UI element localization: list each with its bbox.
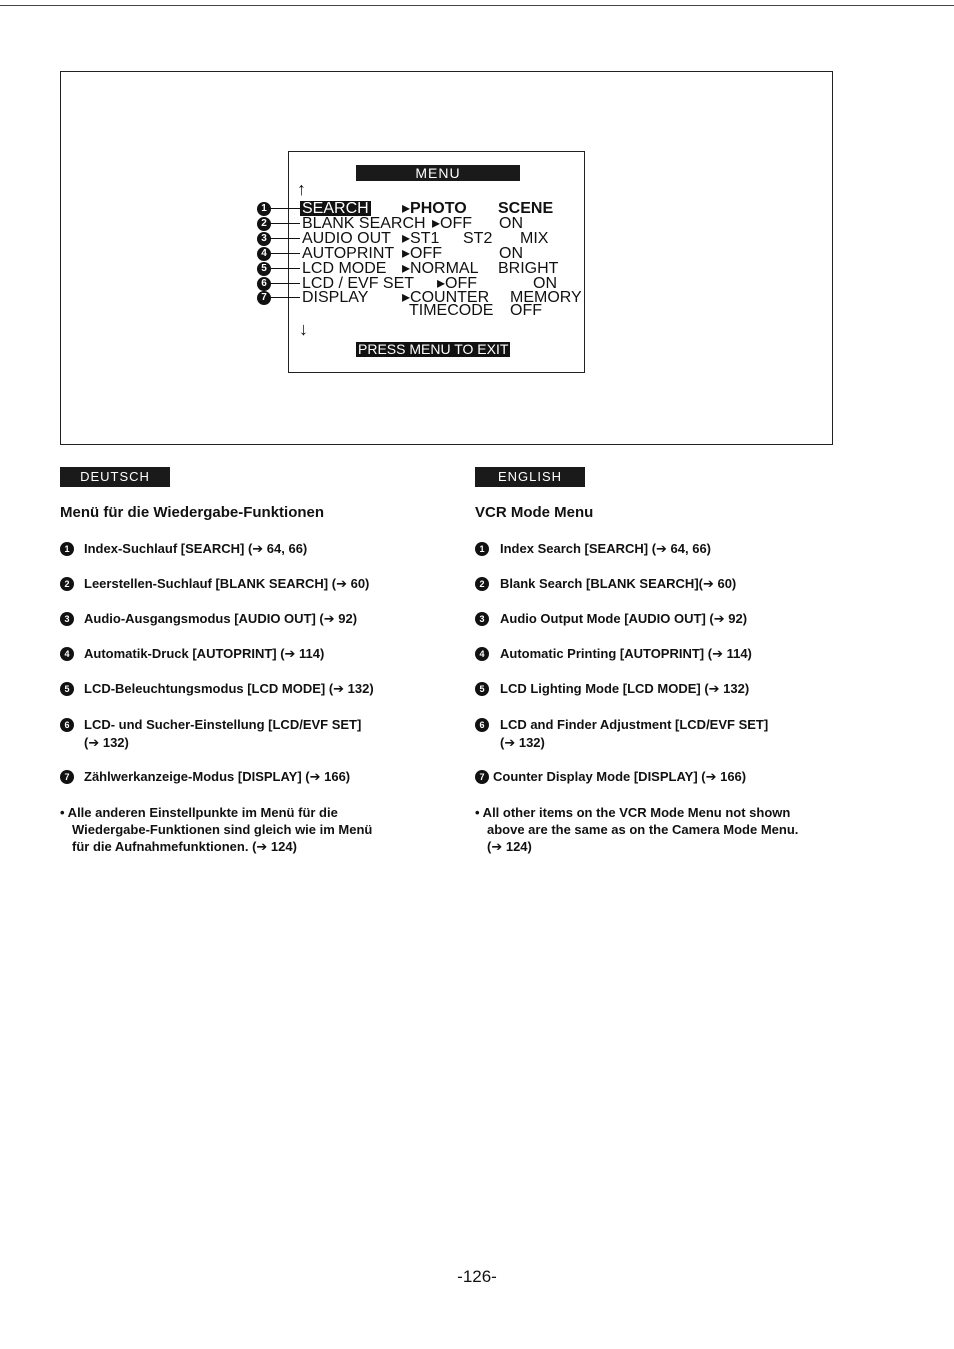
item-number-badge: 2 (475, 577, 489, 591)
callout-badge: 4 (257, 247, 271, 261)
item-text: Counter Display Mode [DISPLAY] (➔ 166) (493, 769, 747, 784)
callout-leader (270, 253, 300, 254)
callout-leader (270, 283, 300, 284)
item-number-badge: 2 (60, 577, 74, 591)
menu-row-label: AUTOPRINT (302, 245, 395, 262)
note-line: (➔ 124) (487, 839, 532, 854)
note-line: • All other items on the VCR Mode Menu not shown (475, 805, 791, 820)
menu-row-value: ▸OFF (437, 275, 478, 292)
item-number-badge: 3 (60, 612, 74, 626)
note-line: above are the same as on the Camera Mode Menu. (487, 822, 799, 837)
note-line: Wiedergabe-Funktionen sind gleich wie im Menü (72, 822, 373, 837)
note-line: • Alle anderen Einstellpunkte im Menü für die (60, 805, 338, 820)
item-number-badge: 7 (475, 770, 489, 784)
exit-hint: PRESS MENU TO EXIT (358, 341, 509, 357)
menu-row-value: ▸OFF (402, 245, 443, 262)
item-text: Index-Suchlauf [SEARCH] (➔ 64, 66) (84, 541, 308, 556)
item-number-badge: 4 (60, 647, 74, 661)
item-text: Index Search [SEARCH] (➔ 64, 66) (500, 541, 712, 556)
menu-row-label: LCD MODE (302, 260, 387, 277)
callout-badge: 1 (257, 202, 271, 216)
up-arrow-icon: ↑ (297, 179, 306, 199)
menu-row-option: ON (499, 215, 523, 232)
item-number-badge: 4 (475, 647, 489, 661)
callout-leader (270, 297, 300, 298)
callout-badge: 7 (257, 291, 271, 305)
item-number-badge: 6 (475, 718, 489, 732)
callout-badge: 2 (257, 217, 271, 231)
menu-row-option: SCENE (498, 200, 554, 217)
menu-row-value: ▸ST1 (402, 230, 440, 247)
callout-leader (270, 223, 300, 224)
item-text: LCD and Finder Adjustment [LCD/EVF SET] (500, 717, 769, 732)
item-number-badge: 5 (60, 682, 74, 696)
top-rule (0, 5, 954, 6)
menu-row-option: OFF (510, 302, 542, 319)
menu-row-option: MEMORY (510, 289, 582, 306)
down-arrow-icon: ↓ (299, 319, 308, 339)
item-text-cont: (➔ 132) (500, 735, 545, 750)
menu-row-label: DISPLAY (302, 289, 369, 306)
note-line: für die Aufnahmefunktionen. (➔ 124) (72, 839, 297, 854)
item-number-badge: 7 (60, 770, 74, 784)
callout-leader (270, 268, 300, 269)
menu-row-value: TIMECODE (409, 302, 494, 319)
menu-row-option: BRIGHT (498, 260, 559, 277)
item-number-badge: 6 (60, 718, 74, 732)
menu-row-value: ▸OFF (432, 215, 473, 232)
menu-row-label: SEARCH (302, 200, 369, 217)
menu-row-option: ON (499, 245, 523, 262)
note-deutsch (60, 804, 372, 855)
callout-badge: 3 (257, 232, 271, 246)
item-text: LCD- und Sucher-Einstellung [LCD/EVF SET] (84, 717, 362, 732)
item-number-badge: 5 (475, 682, 489, 696)
menu-row-label: BLANK SEARCH (302, 215, 426, 232)
callout-badge: 5 (257, 262, 271, 276)
item-text: Automatic Printing [AUTOPRINT] (➔ 114) (500, 646, 752, 661)
menu-row-label: AUDIO OUT (302, 230, 391, 247)
item-text: Zählwerkanzeige-Modus [DISPLAY] (➔ 166) (84, 769, 351, 784)
menu-row-value2: ST2 (463, 230, 493, 247)
menu-row-option: ON (533, 275, 557, 292)
callout-leader (270, 238, 300, 239)
menu-row-value: ▸COUNTER (402, 289, 490, 306)
callout-leader (270, 208, 300, 209)
menu-row-value: ▸PHOTO (402, 200, 467, 217)
item-number-badge: 1 (60, 542, 74, 556)
callout-badge: 6 (257, 277, 271, 291)
item-number-badge: 1 (475, 542, 489, 556)
menu-row-value: ▸NORMAL (402, 260, 479, 277)
note-english (475, 804, 798, 855)
section-heading-deutsch: Menü für die Wiedergabe-Funktionen (60, 504, 325, 521)
item-text: LCD-Beleuchtungsmodus [LCD MODE] (➔ 132) (84, 681, 374, 696)
item-text: Automatik-Druck [AUTOPRINT] (➔ 114) (84, 646, 325, 661)
menu-row-label: LCD / EVF SET (302, 275, 415, 292)
page-number: -126- (457, 1267, 497, 1286)
item-text: Audio-Ausgangsmodus [AUDIO OUT] (➔ 92) (84, 611, 358, 626)
item-number-badge: 3 (475, 612, 489, 626)
lang-label-english: ENGLISH (475, 467, 585, 487)
item-text: LCD Lighting Mode [LCD MODE] (➔ 132) (500, 681, 750, 696)
item-text-cont: (➔ 132) (84, 735, 129, 750)
item-text: Audio Output Mode [AUDIO OUT] (➔ 92) (500, 611, 748, 626)
item-text: Leerstellen-Suchlauf [BLANK SEARCH] (➔ 60) (84, 576, 370, 591)
section-heading-english: VCR Mode Menu (475, 504, 594, 521)
menu-row-option: MIX (520, 230, 549, 247)
menu-title: MENU (356, 165, 520, 181)
item-text: Blank Search [BLANK SEARCH](➔ 60) (500, 576, 737, 591)
lang-label-deutsch: DEUTSCH (60, 467, 170, 487)
